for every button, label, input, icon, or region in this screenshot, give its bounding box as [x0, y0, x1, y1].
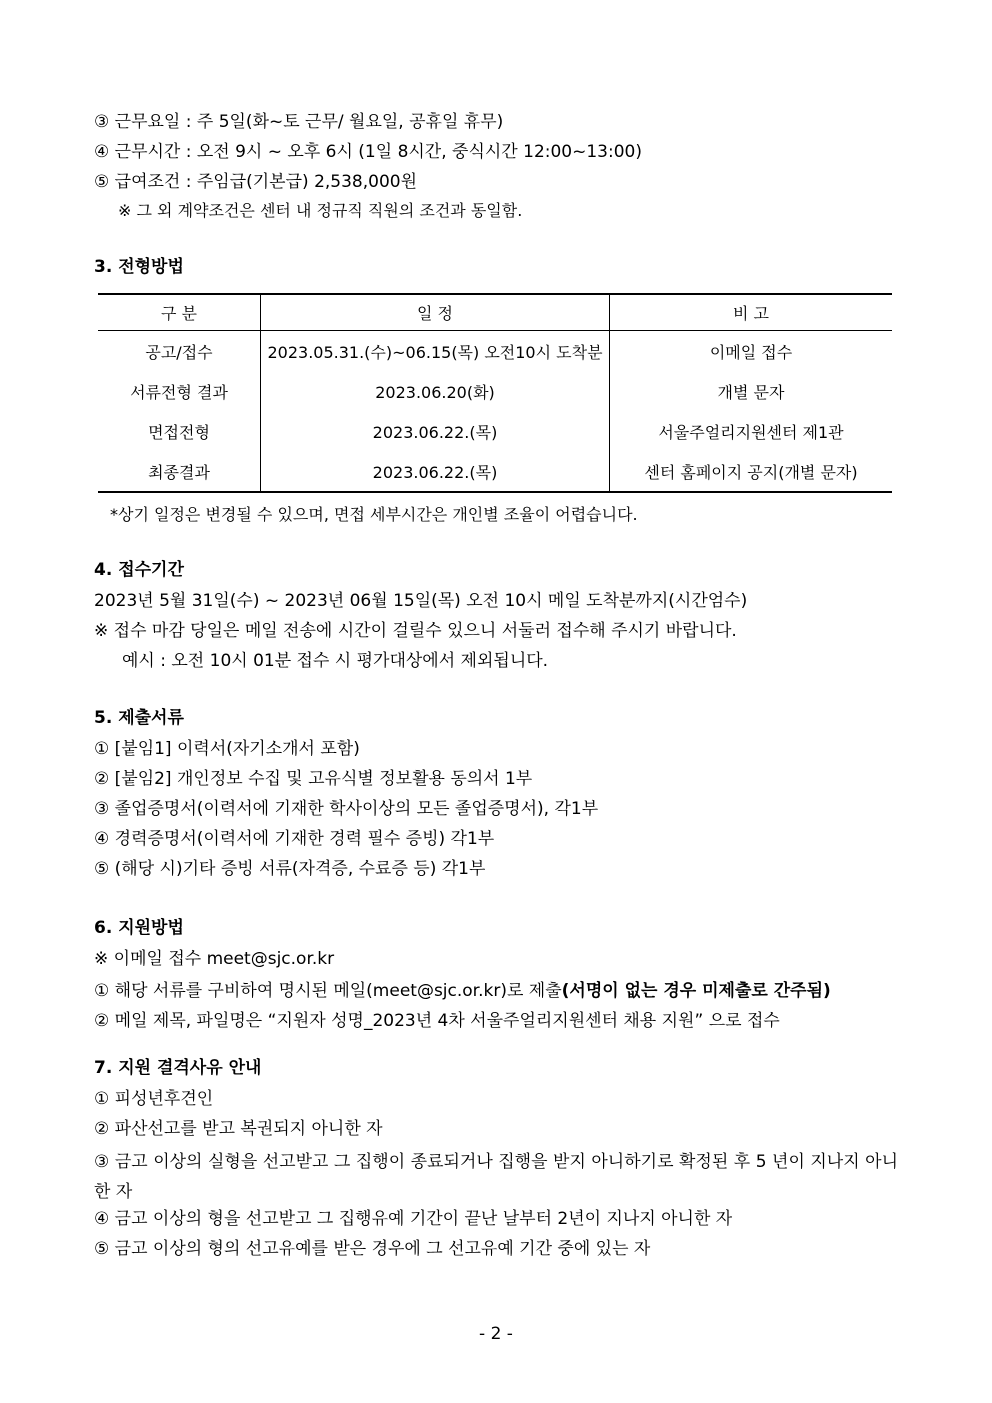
section7-title: 7. 지원 결격사유 안내 [94, 1058, 262, 1078]
list-item: ⑤ 금고 이상의 형의 선고유예를 받은 경우에 그 선고유예 기간 중에 있는 자 [94, 1239, 651, 1259]
deadline-example: 예시 : 오전 10시 01분 접수 시 평가대상에서 제외됩니다. [122, 651, 549, 671]
table-header-row [98, 294, 892, 331]
table-row [98, 411, 892, 451]
table-cell: 서울주얼리지원센터 제1관 [610, 411, 893, 451]
table-row [98, 371, 892, 411]
deadline-note: ※ 접수 마감 당일은 메일 전송에 시간이 걸릴수 있으니 서둘러 접수해 주시기 바랍니다. [94, 621, 737, 641]
table-cell: 개별 문자 [610, 371, 893, 411]
email-contact: ※ 이메일 접수 meet@sjc.or.kr [94, 949, 335, 969]
table-cell: 센터 홈페이지 공지(개별 문자) [610, 451, 893, 492]
section6-title: 6. 지원방법 [94, 918, 184, 938]
hours-line: ④ 근무시간 : 오전 9시 ~ 오후 6시 (1일 8시간, 중식시간 12:00~13:00) [94, 142, 642, 162]
submission-text: ① 해당 서류를 구비하여 명시된 메일(meet@sjc.or.kr)로 제출 [94, 981, 562, 1001]
list-item: ④ 금고 이상의 형을 선고받고 그 집행유예 기간이 끝난 날부터 2년이 지나지 아니한 자 [94, 1209, 733, 1229]
workdays-line: ③ 근무요일 : 주 5일(화~토 근무/ 월요일, 공휴일 휴무) [94, 112, 504, 132]
table-cell: 공고/접수 [145, 342, 213, 362]
section5-title: 5. 제출서류 [94, 708, 184, 728]
table-row [98, 451, 892, 492]
schedule-table [98, 293, 892, 493]
list-item: ① [붙임1] 이력서(자기소개서 포함) [94, 739, 360, 759]
section3-title: 3. 전형방법 [94, 257, 184, 277]
header-category: 구 분 [98, 294, 261, 331]
list-item: ④ 경력증명서(이력서에 기재한 경력 필수 증빙) 각1부 [94, 829, 495, 849]
header-schedule: 일 정 [261, 294, 610, 331]
table-cell: 최종결과 [98, 451, 261, 492]
list-item: ② 파산선고를 받고 복권되지 아니한 자 [94, 1119, 383, 1139]
conditions-note: ※ 그 외 계약조건은 센터 내 정규직 직원의 조건과 동일함. [118, 201, 523, 220]
table-cell: 서류전형 결과 [130, 382, 228, 402]
list-item: ② [붙임2] 개인정보 수집 및 고유식별 정보활용 동의서 1부 [94, 769, 533, 789]
signature-warning: (서명이 없는 경우 미제출로 간주됨) [561, 981, 831, 1001]
salary-line: ⑤ 급여조건 : 주임급(기본급) 2,538,000원 [94, 172, 418, 192]
list-item: ③ 금고 이상의 실형을 선고받고 그 집행이 종료되거나 집행을 받지 아니하기로 확정된 후 5 년이 지나지 아니한 자 [94, 1152, 898, 1202]
table-cell: 2023.05.31.(수)~06.15(목) 오전10시 도착분 [261, 331, 610, 372]
submission-instruction [94, 979, 831, 1003]
application-period: 2023년 5월 31일(수) ~ 2023년 06월 15일(목) 오전 10시 메일 도착분까지(시간엄수) [94, 591, 748, 611]
table-cell: 2023.06.20(화) [261, 371, 610, 411]
table-row [98, 331, 892, 372]
email-subject-instruction: ② 메일 제목, 파일명은 “지원자 성명_2023년 4차 서울주얼리지원센터 채용 지원” 으로 접수 [94, 1011, 780, 1031]
list-item: ① 피성년후견인 [94, 1089, 214, 1109]
table-cell: 2023.06.22.(목) [261, 451, 610, 492]
header-remarks: 비 고 [610, 294, 893, 331]
schedule-footnote: *상기 일정은 변경될 수 있으며, 면접 세부시간은 개인별 조율이 어렵습니다. [110, 505, 638, 524]
page-number: - 2 - [479, 1324, 513, 1344]
table-cell: 이메일 접수 [610, 331, 893, 372]
list-item: ③ 졸업증명서(이력서에 기재한 학사이상의 모든 졸업증명서), 각1부 [94, 799, 599, 819]
table-cell: 면접전형 [148, 422, 210, 442]
list-item: ⑤ (해당 시)기타 증빙 서류(자격증, 수료증 등) 각1부 [94, 859, 486, 879]
table-cell: 2023.06.22.(목) [261, 411, 610, 451]
section4-title: 4. 접수기간 [94, 560, 184, 580]
